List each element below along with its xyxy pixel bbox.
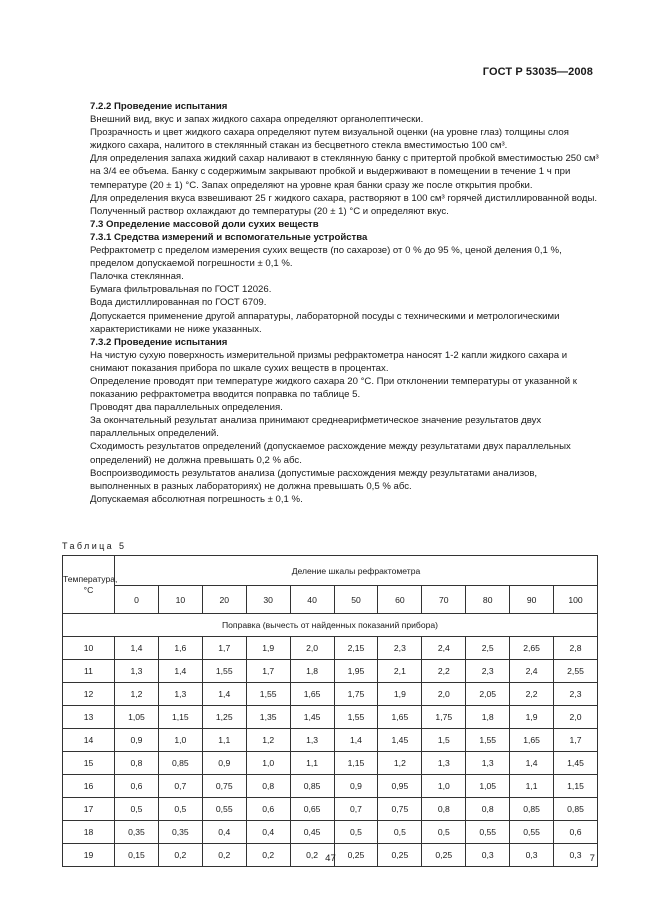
correction-cell: 0,6 — [246, 798, 290, 821]
correction-cell: 2,0 — [422, 683, 466, 706]
correction-cell: 1,9 — [378, 683, 422, 706]
correction-subheader: Поправка (вычесть от найденных показаний прибора) — [63, 614, 598, 637]
correction-cell: 1,65 — [290, 683, 334, 706]
correction-cell: 0,65 — [290, 798, 334, 821]
correction-cell: 0,6 — [554, 821, 598, 844]
scale-header: Деление шкалы рефрактометра — [115, 556, 598, 586]
correction-cell: 2,65 — [510, 637, 554, 660]
correction-cell: 1,1 — [202, 729, 246, 752]
correction-cell: 1,05 — [466, 775, 510, 798]
correction-cell: 0,7 — [158, 775, 202, 798]
paragraph: Палочка стеклянная. — [90, 271, 184, 283]
table-row — [63, 706, 598, 729]
correction-cell: 1,45 — [554, 752, 598, 775]
correction-cell: 1,9 — [510, 706, 554, 729]
correction-cell: 1,45 — [290, 706, 334, 729]
table-row — [63, 637, 598, 660]
correction-cell: 1,7 — [554, 729, 598, 752]
section-heading: 7.3 Определение массовой доли сухих веществ — [90, 218, 319, 230]
correction-cell: 2,5 — [466, 637, 510, 660]
scale-column-header: 0 — [115, 586, 159, 614]
correction-cell: 1,3 — [290, 729, 334, 752]
correction-cell: 2,0 — [290, 637, 334, 660]
paragraph: Допускаемая абсолютная погрешность ± 0,1 %. — [90, 493, 303, 505]
correction-cell: 2,3 — [554, 683, 598, 706]
correction-cell: 1,2 — [115, 683, 159, 706]
scale-column-header: 40 — [290, 586, 334, 614]
correction-cell: 0,75 — [378, 798, 422, 821]
correction-cell: 0,2 — [202, 844, 246, 867]
correction-cell: 2,2 — [422, 660, 466, 683]
paragraph: На чистую сухую поверхность измерительной призмы рефрактометра наносят 1-2 капли жидкого сахара и снимают показания прибора по шкале сухих веществ в процентах. — [90, 349, 568, 374]
correction-cell: 1,55 — [202, 660, 246, 683]
correction-cell: 0,3 — [554, 844, 598, 867]
correction-cell: 0,85 — [290, 775, 334, 798]
paragraph: Сходимость результатов определений (допускаемое расхождение между результатами двух параллельных определений) не должна превышать 0,2 % абс. — [90, 441, 571, 466]
correction-cell: 1,05 — [115, 706, 159, 729]
correction-cell: 0,8 — [422, 798, 466, 821]
paragraph: Воспроизводимость результатов анализа (допустимые расхождения между результатами анализов, выполненных в разных лабораториях) не должна превышать 0,5 % абс. — [90, 467, 538, 492]
correction-cell: 1,8 — [290, 660, 334, 683]
scale-column-header: 10 — [158, 586, 202, 614]
correction-cell: 1,35 — [246, 706, 290, 729]
temperature-cell: 16 — [63, 775, 115, 798]
correction-cell: 1,15 — [334, 752, 378, 775]
correction-cell: 1,55 — [246, 683, 290, 706]
correction-cell: 0,25 — [334, 844, 378, 867]
correction-cell: 1,4 — [115, 637, 159, 660]
temperature-cell: 14 — [63, 729, 115, 752]
correction-cell: 0,55 — [466, 821, 510, 844]
correction-cell: 2,55 — [554, 660, 598, 683]
correction-cell: 1,3 — [466, 752, 510, 775]
correction-cell: 1,5 — [422, 729, 466, 752]
correction-cell: 0,7 — [334, 798, 378, 821]
correction-cell: 1,2 — [378, 752, 422, 775]
correction-cell: 0,35 — [158, 821, 202, 844]
correction-cell: 1,4 — [510, 752, 554, 775]
paragraph: Рефрактометр с пределом измерения сухих веществ (по сахарозе) от 0 % до 95 %, ценой деления 0,1 %, пределом допускаемой погрешности ± 0,1 %. — [90, 245, 562, 270]
temperature-cell: 15 — [63, 752, 115, 775]
scale-column-header: 20 — [202, 586, 246, 614]
correction-cell: 0,85 — [158, 752, 202, 775]
correction-cell: 1,9 — [246, 637, 290, 660]
correction-cell: 0,8 — [115, 752, 159, 775]
page-number-center: 47 — [325, 853, 336, 864]
correction-cell: 0,5 — [378, 821, 422, 844]
table-row — [63, 752, 598, 775]
section-heading: 7.2.2 Проведение испытания — [90, 101, 228, 112]
correction-cell: 0,5 — [115, 798, 159, 821]
correction-cell: 1,8 — [466, 706, 510, 729]
temperature-cell: 12 — [63, 683, 115, 706]
correction-cell: 1,75 — [422, 706, 466, 729]
correction-cell: 0,3 — [466, 844, 510, 867]
correction-cell: 0,9 — [334, 775, 378, 798]
correction-cell: 1,0 — [422, 775, 466, 798]
correction-cell: 0,15 — [115, 844, 159, 867]
correction-cell: 0,8 — [466, 798, 510, 821]
correction-cell: 2,3 — [466, 660, 510, 683]
correction-cell: 0,85 — [510, 798, 554, 821]
correction-cell: 1,25 — [202, 706, 246, 729]
correction-cell: 1,45 — [378, 729, 422, 752]
table-row — [63, 683, 598, 706]
correction-cell: 2,15 — [334, 637, 378, 660]
correction-cell: 0,2 — [290, 844, 334, 867]
table-row — [63, 775, 598, 798]
temperature-cell: 11 — [63, 660, 115, 683]
correction-cell: 2,0 — [554, 706, 598, 729]
correction-cell: 2,4 — [422, 637, 466, 660]
correction-cell: 0,45 — [290, 821, 334, 844]
correction-cell: 1,2 — [246, 729, 290, 752]
correction-cell: 0,4 — [202, 821, 246, 844]
correction-cell: 2,2 — [510, 683, 554, 706]
temperature-cell: 18 — [63, 821, 115, 844]
correction-cell: 0,8 — [246, 775, 290, 798]
correction-cell: 1,7 — [202, 637, 246, 660]
correction-cell: 1,3 — [115, 660, 159, 683]
page-number-right: 7 — [589, 853, 595, 864]
correction-cell: 1,55 — [334, 706, 378, 729]
scale-column-header: 70 — [422, 586, 466, 614]
paragraph: Бумага фильтровальная по ГОСТ 12026. — [90, 284, 272, 296]
correction-cell: 0,9 — [202, 752, 246, 775]
correction-cell: 1,95 — [334, 660, 378, 683]
temperature-cell: 10 — [63, 637, 115, 660]
table-row — [63, 821, 598, 844]
correction-cell: 2,05 — [466, 683, 510, 706]
correction-cell: 1,0 — [246, 752, 290, 775]
correction-cell: 1,1 — [290, 752, 334, 775]
paragraph: Для определения запаха жидкий сахар наливают в стеклянную банку с притертой пробкой вместимостью 250 см³ на 3/4 ее объема. Банку с содержимым закрывают пробкой и выдерживают в помещении в течение 1 ч при температуре (20 ± 1) °С. Запах определяют на уровне края банки сразу же после открытия пробки. — [90, 153, 599, 191]
correction-cell: 2,4 — [510, 660, 554, 683]
paragraph: Прозрачность и цвет жидкого сахара определяют путем визуальной оценки (на уровне глаз) толщины слоя жидкого сахара, налитого в стеклянный стакан из бесцветного стекла вместимостью 100 см³. — [90, 127, 569, 152]
correction-cell: 0,95 — [378, 775, 422, 798]
correction-cell: 2,3 — [378, 637, 422, 660]
paragraph: Внешний вид, вкус и запах жидкого сахара определяют органолептически. — [90, 114, 424, 126]
paragraph: Вода дистиллированная по ГОСТ 6709. — [90, 297, 267, 309]
section-heading: 7.3.2 Проведение испытания — [90, 336, 228, 348]
correction-cell: 1,3 — [422, 752, 466, 775]
correction-cell: 0,9 — [115, 729, 159, 752]
temperature-cell: 17 — [63, 798, 115, 821]
paragraph: Допускается применение другой аппаратуры, лабораторной посуды с техническими и метрологическими характеристиками не ниже указанных. — [90, 310, 560, 335]
paragraph: За окончательный результат анализа принимают среднеарифметическое значение результатов двух параллельных определений. — [90, 415, 542, 440]
correction-cell: 1,65 — [510, 729, 554, 752]
correction-cell: 1,55 — [466, 729, 510, 752]
correction-cell: 0,5 — [158, 798, 202, 821]
temperature-header: Температура, °С — [63, 556, 115, 614]
correction-cell: 1,3 — [158, 683, 202, 706]
correction-cell: 0,5 — [422, 821, 466, 844]
correction-cell: 0,25 — [378, 844, 422, 867]
correction-cell: 0,35 — [115, 821, 159, 844]
correction-cell: 0,4 — [246, 821, 290, 844]
correction-cell: 0,25 — [422, 844, 466, 867]
correction-cell: 1,7 — [246, 660, 290, 683]
correction-cell: 1,1 — [510, 775, 554, 798]
correction-cell: 2,8 — [554, 637, 598, 660]
table-caption: Таблица 5 — [62, 541, 127, 551]
correction-cell: 0,6 — [115, 775, 159, 798]
correction-cell: 1,65 — [378, 706, 422, 729]
correction-cell: 1,6 — [158, 637, 202, 660]
scale-column-header: 30 — [246, 586, 290, 614]
scale-column-header: 100 — [554, 586, 598, 614]
temperature-cell: 19 — [63, 844, 115, 867]
scale-column-header: 50 — [334, 586, 378, 614]
correction-cell: 1,15 — [554, 775, 598, 798]
correction-cell: 1,0 — [158, 729, 202, 752]
paragraph: Для определения вкуса взвешивают 25 г жидкого сахара, растворяют в 100 см³ горячей дистиллированной воды. Полученный раствор охлаждают до температуры (20 ± 1) °С и определяют вкус. — [90, 192, 598, 217]
correction-cell: 1,15 — [158, 706, 202, 729]
correction-cell: 2,1 — [378, 660, 422, 683]
correction-table — [62, 555, 598, 867]
correction-cell: 1,4 — [202, 683, 246, 706]
paragraph: Определение проводят при температуре жидкого сахара 20 °С. При отклонении температуры от указанной к показанию рефрактометра вводится поправка по таблице 5. — [90, 375, 577, 401]
section-heading: 7.3.1 Средства измерений и вспомогательные устройства — [90, 231, 368, 243]
document-body — [90, 100, 600, 506]
correction-cell: 0,55 — [510, 821, 554, 844]
scale-column-header: 80 — [466, 586, 510, 614]
temperature-cell: 13 — [63, 706, 115, 729]
table-row — [63, 660, 598, 683]
paragraph: Проводят два параллельных определения. — [90, 402, 283, 414]
document-header: ГОСТ Р 53035—2008 — [482, 66, 593, 78]
correction-cell: 1,4 — [158, 660, 202, 683]
table-row — [63, 729, 598, 752]
correction-cell: 0,55 — [202, 798, 246, 821]
correction-cell: 0,5 — [334, 821, 378, 844]
correction-cell: 0,75 — [202, 775, 246, 798]
correction-cell: 0,85 — [554, 798, 598, 821]
correction-cell: 0,2 — [158, 844, 202, 867]
correction-cell: 0,3 — [510, 844, 554, 867]
table-row — [63, 798, 598, 821]
scale-column-header: 60 — [378, 586, 422, 614]
correction-cell: 1,4 — [334, 729, 378, 752]
correction-cell: 0,2 — [246, 844, 290, 867]
scale-column-header: 90 — [510, 586, 554, 614]
correction-cell: 1,75 — [334, 683, 378, 706]
